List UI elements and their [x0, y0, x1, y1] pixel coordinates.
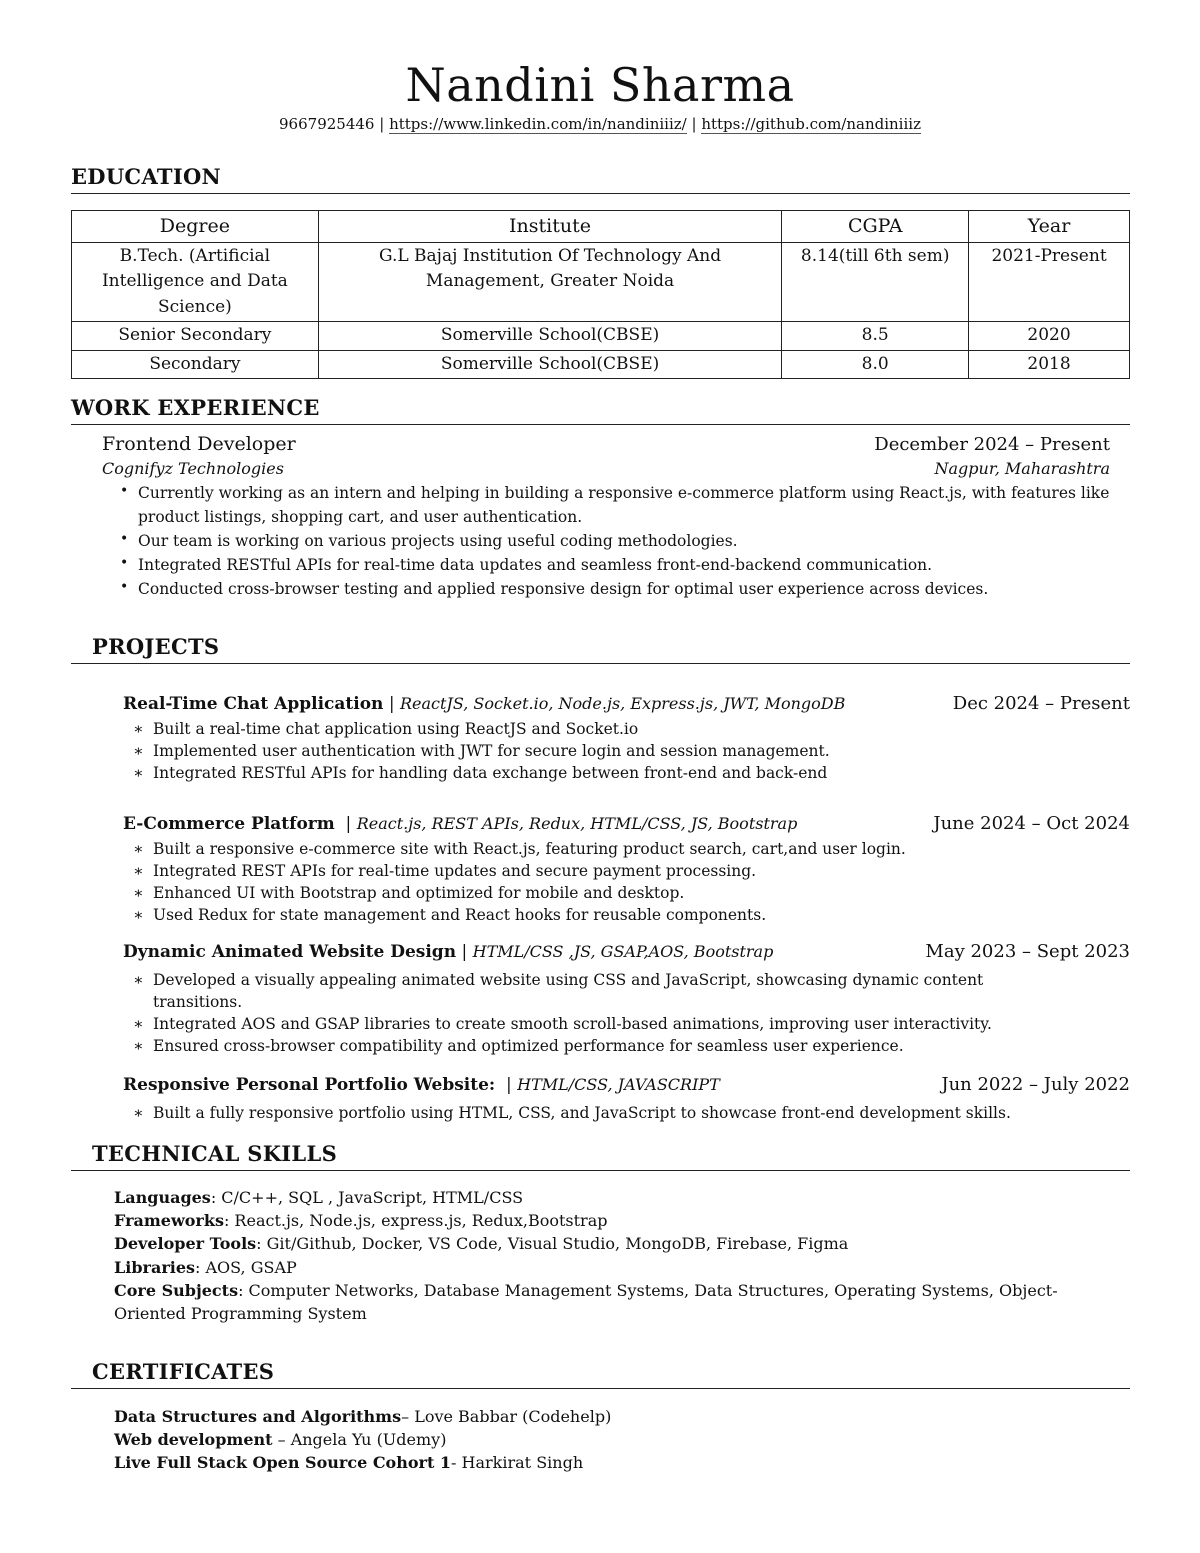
certificate-line — [114, 1428, 1104, 1451]
year-cell: 2020 — [969, 322, 1130, 351]
separator: | — [691, 115, 697, 133]
skill-value: : React.js, Node.js, express.js, Redux,Bootstrap — [223, 1211, 608, 1231]
project-name: Responsive Personal Portfolio Website: — [123, 1075, 496, 1095]
certificates-heading: CERTIFICATES — [71, 1358, 1130, 1389]
project-bullets — [123, 1102, 1130, 1124]
column-header-degree: Degree — [72, 211, 319, 243]
column-header-institute: Institute — [318, 211, 781, 243]
certificate-title: Data Structures and Algorithms — [114, 1407, 402, 1426]
github-link[interactable]: https://github.com/nandiniiiz — [701, 115, 921, 133]
education-header-row — [72, 211, 1130, 243]
skill-label: Libraries — [114, 1257, 196, 1277]
institute-cell: G.L Bajaj Institution Of Technology And Management, Greater Noida — [318, 242, 781, 322]
table-row — [72, 322, 1130, 351]
job-company: Cognifyz Technologies — [102, 458, 284, 478]
skills-list — [114, 1186, 1104, 1325]
institute-cell: Somerville School(CBSE) — [318, 322, 781, 351]
project-name: Real-Time Chat Application — [123, 694, 384, 714]
skill-value: : Computer Networks, Database Management Systems, Data Structures, Operating Systems, Object-Oriented Programming System — [114, 1280, 1058, 1323]
project-dates: May 2023 – Sept 2023 — [925, 941, 1130, 962]
list-item: ∗ Integrated REST APIs for real-time updates and secure payment processing. — [123, 860, 1130, 882]
project-dates: Dec 2024 – Present — [952, 693, 1130, 714]
list-item: ∗ Built a real-time chat application using ReactJS and Socket.io — [123, 718, 1130, 740]
phone-number: 9667925446 — [279, 115, 375, 133]
separator: | — [379, 115, 385, 133]
list-item: ∗ Implemented user authentication with JWT for secure login and session management. — [123, 740, 1130, 762]
project-title-row — [123, 692, 1130, 716]
job-role: Frontend Developer — [102, 433, 296, 455]
year-cell: 2018 — [969, 350, 1130, 379]
list-item: ∗ Built a fully responsive portfolio using HTML, CSS, and JavaScript to showcase front-end development skills. — [123, 1102, 1130, 1124]
education-table — [71, 210, 1130, 379]
column-header-year: Year — [969, 211, 1130, 243]
list-item: ∗ Integrated AOS and GSAP libraries to create smooth scroll-based animations, improving user interactivity. — [123, 1013, 1130, 1035]
job-dates: December 2024 – Present — [874, 434, 1110, 455]
project-title-row — [123, 1073, 1130, 1097]
education-heading: EDUCATION — [71, 163, 1130, 194]
list-item: • Currently working as an intern and helping in building a responsive e-commerce platform using React.js, with features like product listings, shopping cart, and user authentication. — [102, 481, 1110, 529]
skill-label: Languages — [114, 1188, 211, 1207]
skill-value: : AOS, GSAP — [195, 1257, 297, 1277]
cgpa-cell: 8.5 — [782, 322, 969, 351]
skill-line-developer-tools — [114, 1232, 1104, 1255]
skill-line-frameworks — [114, 1209, 1104, 1232]
project-name: E-Commerce Platform — [123, 814, 335, 834]
list-item: ∗ Used Redux for state management and React hooks for reusable components. — [123, 904, 1130, 926]
list-item: ∗ Built a responsive e-commerce site with React.js, featuring product search, cart,and user login. — [123, 838, 1130, 860]
skill-label: Developer Tools — [114, 1234, 257, 1254]
project-title-row — [123, 812, 1130, 836]
column-header-cgpa: CGPA — [782, 211, 969, 243]
certificate-title: Live Full Stack Open Source Cohort 1 — [114, 1453, 452, 1473]
skill-line-core-subjects — [114, 1279, 1104, 1325]
project-entry — [123, 940, 1130, 1057]
project-tech: HTML/CSS ,JS, GSAP,AOS, Bootstrap — [472, 942, 774, 961]
certificate-line — [114, 1451, 1104, 1474]
skill-label: Core Subjects — [114, 1280, 239, 1300]
project-dates: June 2024 – Oct 2024 — [933, 813, 1130, 834]
job-title-row — [102, 432, 1110, 458]
job-entry — [102, 432, 1110, 601]
cgpa-cell: 8.0 — [782, 350, 969, 379]
separator: | — [383, 694, 400, 714]
education-table-wrap — [71, 210, 1130, 379]
project-dates: Jun 2022 – July 2022 — [941, 1074, 1130, 1095]
project-tech: HTML/CSS, JAVASCRIPT — [517, 1075, 720, 1094]
degree-cell: B.Tech. (Artificial Intelligence and Data Science) — [72, 242, 319, 322]
project-entry — [123, 1073, 1130, 1124]
certificates-list — [114, 1405, 1104, 1475]
separator: | — [334, 814, 357, 834]
project-bullets — [123, 718, 1130, 784]
job-location: Nagpur, Maharashtra — [934, 458, 1110, 478]
project-entry — [123, 692, 1130, 784]
list-item: ∗ Developed a visually appealing animated website using CSS and JavaScript, showcasing dynamic content transitions. — [123, 969, 1130, 1013]
year-cell: 2021-Present — [969, 242, 1130, 322]
separator: | — [495, 1075, 518, 1095]
institute-cell: Somerville School(CBSE) — [318, 350, 781, 379]
list-item: • Integrated RESTful APIs for real-time data updates and seamless front-end-backend communication. — [102, 553, 1110, 577]
projects-heading: PROJECTS — [71, 633, 1130, 664]
contact-line — [0, 114, 1200, 134]
job-bullets — [102, 481, 1110, 601]
project-tech: React.js, REST APIs, Redux, HTML/CSS, JS, Bootstrap — [356, 814, 798, 833]
certificate-line — [114, 1405, 1104, 1428]
skill-label: Frameworks — [114, 1211, 224, 1231]
project-name: Dynamic Animated Website Design — [123, 942, 457, 962]
skill-value: : C/C++, SQL , JavaScript, HTML/CSS — [210, 1188, 524, 1207]
project-title-row — [123, 940, 1130, 964]
certificate-title: Web development — [114, 1430, 273, 1450]
project-tech: ReactJS, Socket.io, Node.js, Express.js, JWT, MongoDB — [399, 694, 846, 713]
degree-cell: Secondary — [72, 350, 319, 379]
work-experience-heading: WORK EXPERIENCE — [71, 394, 1130, 425]
certificate-issuer: – Love Babbar (Codehelp) — [401, 1407, 612, 1426]
list-item: ∗ Integrated RESTful APIs for handling data exchange between front-end and back-end — [123, 762, 1130, 784]
candidate-name: Nandini Sharma — [405, 58, 795, 112]
list-item: • Our team is working on various projects using useful coding methodologies. — [102, 529, 1110, 553]
table-row — [72, 242, 1130, 322]
resume-header — [0, 0, 1200, 134]
linkedin-link[interactable]: https://www.linkedin.com/in/nandiniiiz/ — [389, 115, 687, 133]
project-bullets — [123, 838, 1130, 926]
technical-skills-heading: TECHNICAL SKILLS — [71, 1140, 1130, 1171]
skill-value: : Git/Github, Docker, VS Code, Visual Studio, MongoDB, Firebase, Figma — [256, 1234, 849, 1254]
degree-cell: Senior Secondary — [72, 322, 319, 351]
job-company-row — [102, 458, 1110, 480]
separator: | — [456, 942, 473, 962]
skill-line-languages — [114, 1186, 1104, 1209]
project-entry — [123, 812, 1130, 926]
list-item: • Conducted cross-browser testing and applied responsive design for optimal user experience across devices. — [102, 577, 1110, 601]
list-item: ∗ Ensured cross-browser compatibility and optimized performance for seamless user experience. — [123, 1035, 1130, 1057]
certificate-issuer: – Angela Yu (Udemy) — [272, 1430, 447, 1450]
project-bullets — [123, 969, 1130, 1057]
cgpa-cell: 8.14(till 6th sem) — [782, 242, 969, 322]
table-row — [72, 350, 1130, 379]
certificate-issuer: - Harkirat Singh — [451, 1453, 584, 1473]
skill-line-libraries — [114, 1256, 1104, 1279]
list-item: ∗ Enhanced UI with Bootstrap and optimized for mobile and desktop. — [123, 882, 1130, 904]
